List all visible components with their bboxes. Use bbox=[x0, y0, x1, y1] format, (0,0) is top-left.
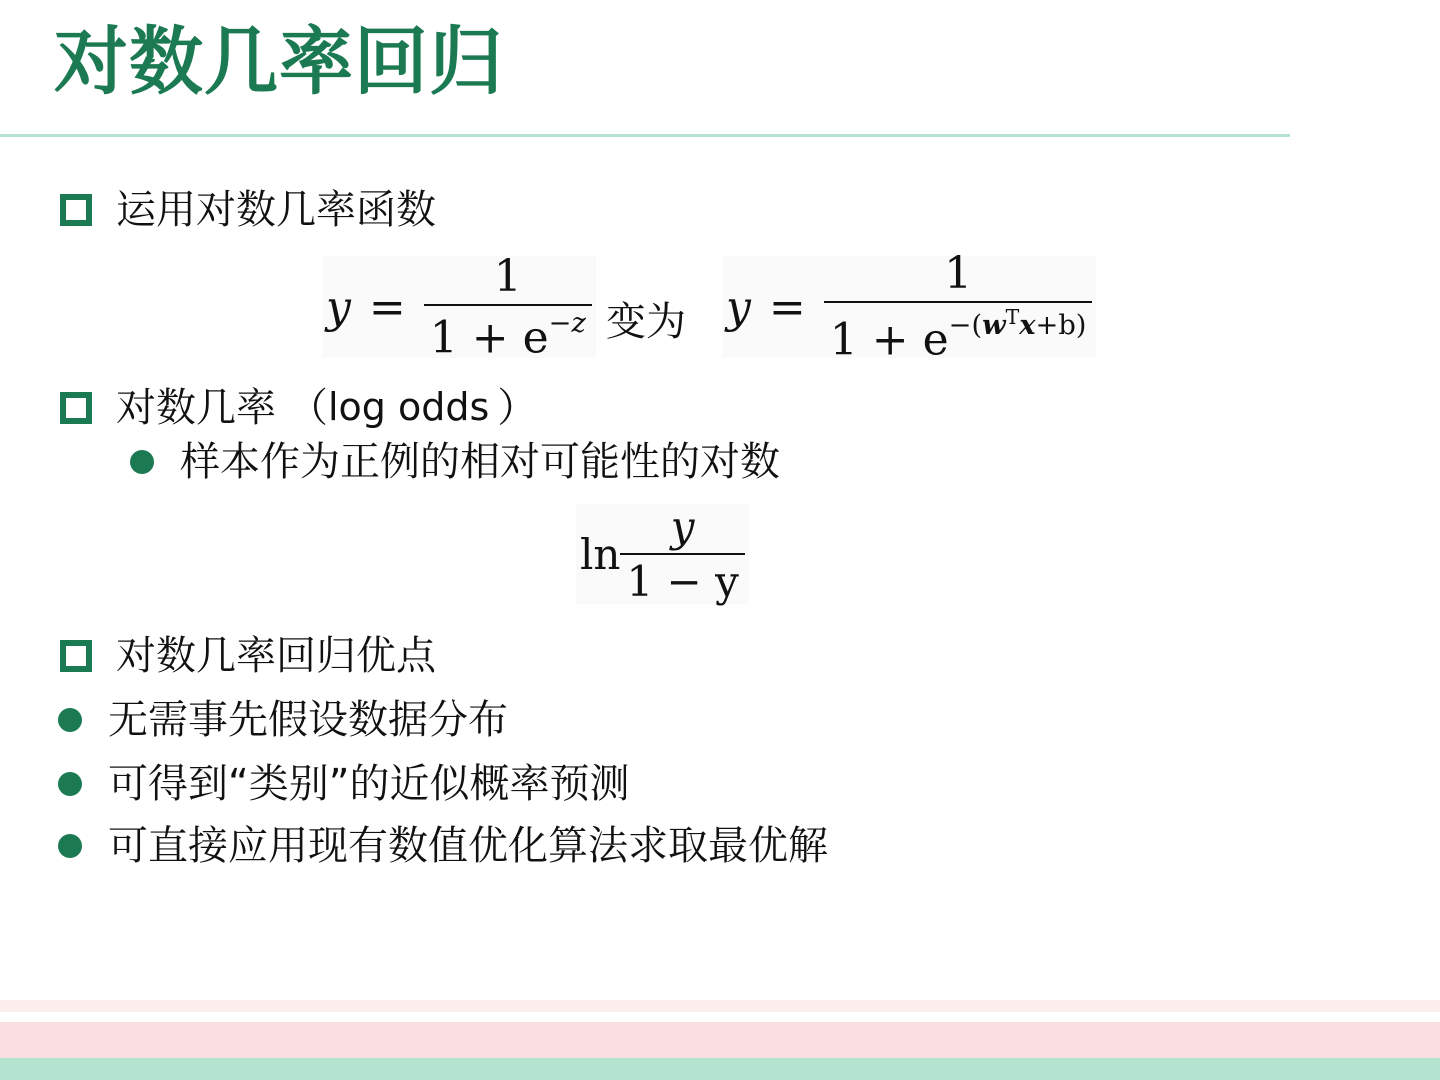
section-3 bbox=[60, 632, 436, 680]
formula-y: y bbox=[726, 281, 751, 333]
formula-exponent: −z bbox=[548, 307, 586, 339]
logistic-formula bbox=[722, 248, 1096, 366]
exponent-transpose: T bbox=[1005, 305, 1020, 330]
round-bullet-icon bbox=[130, 450, 154, 474]
log-odds-formula bbox=[576, 504, 749, 604]
paren-open: （ bbox=[288, 385, 328, 431]
round-bullet-icon bbox=[58, 834, 82, 858]
formula-fraction bbox=[824, 248, 1093, 366]
section-2-label: 对数几率 bbox=[116, 385, 276, 431]
formula-ln: ln bbox=[580, 529, 621, 579]
sigmoid-formula bbox=[322, 250, 596, 364]
advantage-item bbox=[58, 822, 828, 870]
round-bullet-icon bbox=[58, 708, 82, 732]
formula-equals: = bbox=[768, 281, 806, 333]
advantage-item bbox=[58, 696, 508, 744]
footer-band-green bbox=[0, 1058, 1440, 1080]
title-divider bbox=[0, 134, 1290, 137]
section-1-label: 运用对数几率函数 bbox=[116, 187, 436, 233]
formula-equals: = bbox=[368, 281, 406, 333]
formula-y: y bbox=[326, 281, 351, 333]
square-bullet-icon bbox=[60, 194, 92, 226]
formula-denominator: 1 − y bbox=[620, 553, 744, 606]
paren-close: ） bbox=[497, 385, 538, 431]
formula-denominator bbox=[824, 301, 1093, 366]
exponent-rest: +b) bbox=[1035, 310, 1087, 342]
transition-word: 变为 bbox=[606, 299, 686, 345]
formula-numerator: y bbox=[670, 502, 695, 551]
section-2 bbox=[60, 384, 537, 432]
advantage-text: 无需事先假设数据分布 bbox=[108, 697, 508, 743]
formula-numerator: 1 bbox=[493, 250, 522, 302]
footer-band-light bbox=[0, 1000, 1440, 1012]
round-bullet-icon bbox=[58, 772, 82, 796]
footer-band-pink bbox=[0, 1022, 1440, 1058]
formula-numerator: 1 bbox=[944, 248, 973, 300]
bullet-text: 样本作为正例的相对可能性的对数 bbox=[180, 439, 780, 485]
slide-title: 对数几率回归 bbox=[54, 19, 504, 105]
formula-denominator bbox=[424, 304, 592, 363]
formula-fraction bbox=[424, 251, 592, 363]
square-bullet-icon bbox=[60, 392, 92, 424]
section-3-label: 对数几率回归优点 bbox=[116, 633, 436, 679]
formula-fraction bbox=[620, 502, 744, 606]
section-2-bullet bbox=[130, 438, 780, 486]
exponent-w: w bbox=[982, 309, 1006, 342]
section-1 bbox=[60, 186, 436, 234]
square-bullet-icon bbox=[60, 640, 92, 672]
advantage-text: 可直接应用现有数值优化算法求取最优解 bbox=[108, 823, 828, 869]
exponent-open: −( bbox=[948, 310, 983, 342]
advantage-text: 可得到“类别”的近似概率预测 bbox=[108, 761, 630, 807]
exponent-x: x bbox=[1019, 309, 1036, 342]
denominator-base: 1 + e bbox=[829, 314, 949, 366]
formula-exponent bbox=[948, 305, 1087, 342]
advantage-item bbox=[58, 760, 629, 808]
denominator-base: 1 + e bbox=[429, 312, 549, 364]
log-odds-term: log odds bbox=[328, 385, 490, 430]
